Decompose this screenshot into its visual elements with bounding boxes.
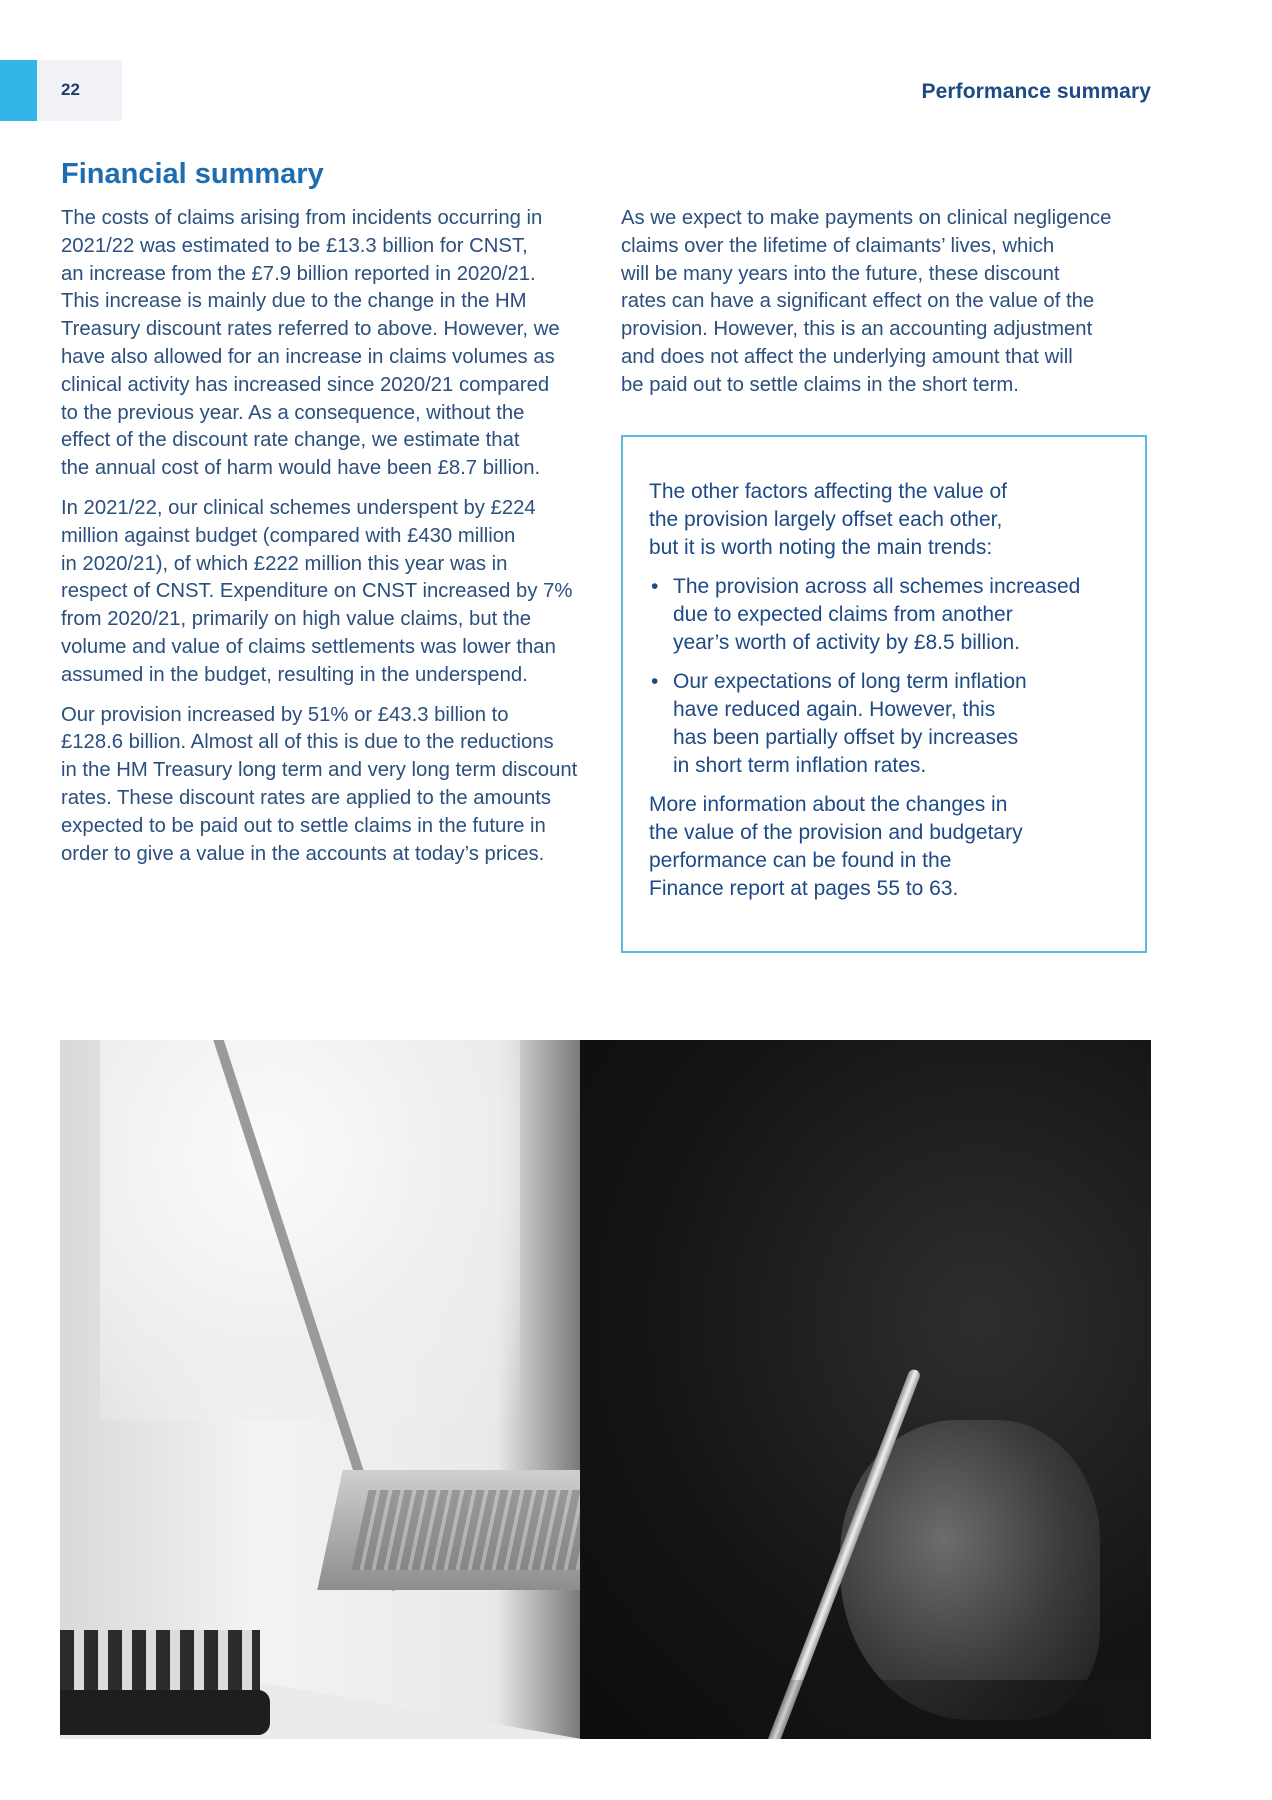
text-line: expected to be paid out to settle claims in the future in [61, 814, 546, 837]
text-line: to the previous year. As a consequence, without the [61, 401, 525, 424]
text-line: In 2021/22, our clinical schemes underspent by £224 [61, 496, 536, 519]
text-line: will be many years into the future, these discount [621, 262, 1060, 285]
text-line: rates can have a significant effect on the value of the [621, 290, 1095, 313]
text-line: in the HM Treasury long term and very long term discount [61, 759, 578, 782]
text-line: from 2020/21, primarily on high value claims, but the [61, 608, 532, 631]
callout-box [621, 435, 1147, 953]
bullet-icon: • [651, 670, 659, 693]
text-line: claims over the lifetime of claimants’ lives, which [621, 234, 1055, 257]
text-line: volume and value of claims settlements was lower than [61, 635, 556, 658]
left-column [61, 205, 601, 880]
paragraph-discount-rates [621, 205, 1161, 400]
text-line: As we expect to make payments on clinical negligence [621, 207, 1112, 229]
text-line: Our expectations of long term inflation [673, 670, 1027, 693]
page-number: 22 [61, 80, 80, 99]
text-line: More information about the changes in [649, 793, 1008, 816]
text-line: the provision largely offset each other, [649, 508, 1003, 531]
text-line: have reduced again. However, this [673, 698, 996, 721]
text-line: in short term inflation rates. [673, 754, 927, 777]
text-line: and does not affect the underlying amount that will [621, 345, 1073, 368]
text-line: Finance report at pages 55 to 63. [649, 877, 959, 900]
text-line: The provision across all schemes increased [673, 575, 1081, 598]
text-line: Treasury discount rates referred to above. However, we [61, 318, 560, 341]
text-line: performance can be found in the [649, 849, 952, 872]
paragraph-claims-cost [61, 205, 601, 483]
paragraph-underspend [61, 495, 601, 690]
text-line: respect of CNST. Expenditure on CNST increased by 7% [61, 580, 573, 603]
callout-bullet-item [649, 668, 1129, 780]
text-line: year’s worth of activity by £8.5 billion. [673, 631, 1021, 654]
text-line: Our provision increased by 51% or £43.3 billion to [61, 703, 509, 726]
callout-body [649, 478, 1129, 914]
text-line: million against budget (compared with £430 million [61, 524, 516, 547]
text-line: have also allowed for an increase in claims volumes as [61, 345, 555, 368]
text-line: the value of the provision and budgetary [649, 821, 1023, 844]
text-line: has been partially offset by increases [673, 726, 1019, 749]
text-line: be paid out to settle claims in the short term. [621, 373, 1019, 396]
text-line: The other factors affecting the value of [649, 480, 1007, 503]
photo-window-light [100, 1040, 520, 1420]
text-line: £128.6 billion. Almost all of this is due to the reductions [61, 731, 554, 754]
callout-bullet-list [649, 573, 1129, 780]
callout-outro [649, 791, 1129, 903]
paragraph-provision [61, 702, 601, 869]
text-line: effect of the discount rate change, we estimate that [61, 429, 520, 452]
callout-intro [649, 478, 1129, 562]
text-line: This increase is mainly due to the change in the HM [61, 290, 527, 313]
text-line: assumed in the budget, resulting in the underspend. [61, 663, 528, 686]
finance-photo [60, 1040, 1151, 1739]
text-line: rates. These discount rates are applied to the amounts [61, 786, 552, 809]
text-line: 2021/22 was estimated to be £13.3 billion for CNST, [61, 234, 528, 257]
text-line: but it is worth noting the main trends: [649, 536, 993, 559]
bullet-icon: • [651, 575, 659, 598]
text-line: the annual cost of harm would have been £8.7 billion. [61, 457, 541, 480]
text-line: clinical activity has increased since 2020/21 compared [61, 373, 550, 396]
photo-table-shadow [60, 1680, 1151, 1739]
text-line: in 2020/21), of which £222 million this year was in [61, 552, 508, 575]
text-line: due to expected claims from another [673, 603, 1013, 626]
section-title: Financial summary [61, 158, 324, 190]
callout-bullet-item [649, 573, 1129, 657]
right-column [621, 205, 1161, 412]
text-line: order to give a value in the accounts at today’s prices. [61, 842, 545, 865]
page-tab-accent [0, 60, 37, 121]
text-line: The costs of claims arising from incidents occurring in [61, 207, 543, 229]
running-header: Performance summary [921, 80, 1151, 103]
text-line: provision. However, this is an accounting adjustment [621, 318, 1093, 341]
text-line: an increase from the £7.9 billion reported in 2020/21. [61, 262, 536, 285]
